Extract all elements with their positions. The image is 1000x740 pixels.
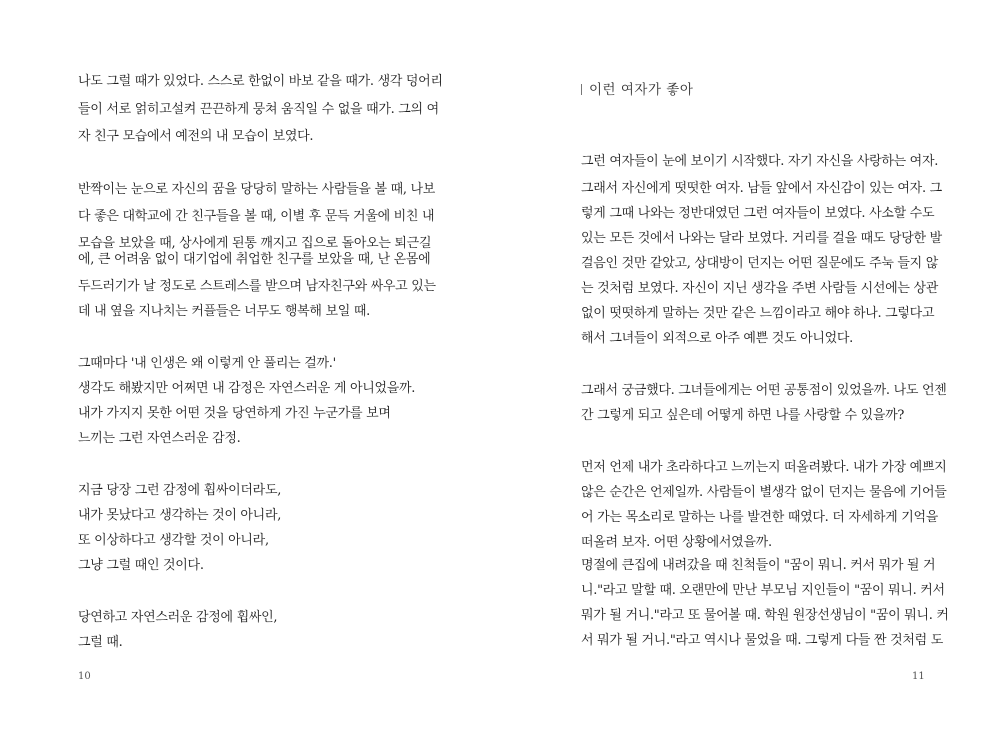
text-line: 어 가는 목소리로 말하는 나를 발견한 때였다. 더 자세하게 기억을: [581, 510, 939, 525]
text-line: 는 것처럼 보였다. 자신이 지닌 생각을 주변 사람들 시선에는 상관: [581, 281, 939, 296]
chapter-title: 이런 여자가 좋아: [589, 82, 694, 98]
text-line: 그런 여자들이 눈에 보이기 시작했다. 자기 자신을 사랑하는 여자.: [581, 154, 939, 169]
text-line: 그래서 자신에게 떳떳한 여자. 남들 앞에서 자신감이 있는 여자. 그: [581, 181, 942, 196]
text-line: 자 친구 모습에서 예전의 내 모습이 보였다.: [78, 129, 314, 144]
text-line: 또 이상하다고 생각할 것이 아니라,: [78, 533, 269, 548]
text-line: 않은 순간은 언제일까. 사람들이 별생각 없이 던지는 물음에 기어들: [581, 485, 947, 500]
text-line: 내가 가지지 못한 어떤 것을 당연하게 가진 누군가를 보며: [78, 406, 391, 421]
text-line: 들이 서로 얽히고설켜 끈끈하게 뭉쳐 움직일 수 없을 때가. 그의 여: [78, 102, 439, 117]
text-line: 서 뭐가 될 거니."라고 역시나 물었을 때. 그렇게 다들 짠 것처럼 도: [581, 633, 943, 648]
right-page: [500, 0, 1000, 740]
page-number: 11: [912, 671, 925, 682]
text-line: 그럴 때.: [78, 635, 123, 650]
text-line: 그냥 그럴 때인 것이다.: [78, 558, 204, 573]
text-line: 해서 그녀들이 외적으로 아주 예쁜 것도 아니었다.: [581, 331, 853, 346]
text-line: 니."라고 말할 때. 오랜만에 만난 부모님 지인들이 "꿈이 뭐니. 커서: [581, 583, 945, 598]
text-line: 명절에 큰집에 내려갔을 때 친척들이 "꿈이 뭐니. 커서 뭐가 될 거: [581, 558, 936, 573]
text-line: 먼저 언제 내가 초라하다고 느끼는지 떠올려봤다. 내가 가장 예쁘지: [581, 460, 947, 475]
text-line: 느끼는 그런 자연스러운 감정.: [78, 431, 241, 446]
text-line: 없이 떳떳하게 말하는 것만 같은 느낌이라고 해야 하나. 그렇다고: [581, 306, 935, 321]
text-line: 에, 큰 어려움 없이 대기업에 취업한 친구를 보았을 때, 난 온몸에: [78, 252, 431, 267]
text-line: 나도 그럴 때가 있었다. 스스로 한없이 바보 같을 때가. 생각 덩어리: [78, 74, 443, 89]
chapter-header: [581, 78, 693, 98]
text-line: 있는 모든 것에서 나와는 달라 보였다. 거리를 걸을 때도 당당한 발: [581, 231, 942, 246]
text-line: 두드러기가 날 정도로 스트레스를 받으며 남자친구와 싸우고 있는: [78, 279, 436, 294]
text-line: 뭐가 될 거니."라고 또 물어볼 때. 학원 원장선생님이 "꿈이 뭐니. 커: [581, 608, 949, 623]
text-line: 당연하고 자연스러운 감정에 휩싸인,: [78, 610, 278, 625]
text-line: 떠올려 보자. 어떤 상황에서였을까.: [581, 535, 772, 550]
header-divider: [581, 84, 582, 95]
text-line: 그때마다 '내 인생은 왜 이렇게 안 풀리는 걸까.': [78, 356, 336, 371]
text-line: 렇게 그때 나와는 정반대였던 그런 여자들이 보였다. 사소할 수도: [581, 206, 935, 221]
text-line: 데 내 옆을 지나치는 커플들은 너무도 행복해 보일 때.: [78, 304, 370, 319]
text-line: 그래서 궁금했다. 그녀들에게는 어떤 공통점이 있었을까. 나도 언젠: [581, 383, 947, 398]
page-number: 10: [78, 671, 91, 682]
text-line: 지금 당장 그런 감정에 휩싸이더라도,: [78, 483, 282, 498]
text-line: 반짝이는 눈으로 자신의 꿈을 당당히 말하는 사람들을 볼 때, 나보: [78, 182, 436, 197]
text-line: 걸음인 것만 같았고, 상대방이 던지는 어떤 질문에도 주눅 들지 않: [581, 256, 939, 271]
text-line: 간 그렇게 되고 싶은데 어떻게 하면 나를 사랑할 수 있을까?: [581, 408, 905, 423]
text-line: 내가 못났다고 생각하는 것이 아니라,: [78, 508, 282, 523]
text-line: 다 좋은 대학교에 간 친구들을 볼 때, 이별 후 문득 거울에 비친 내: [78, 209, 435, 224]
text-line: 모습을 보았을 때, 상사에게 된통 깨지고 집으로 돌아오는 퇴근길: [78, 236, 432, 251]
text-line: 생각도 해봤지만 어쩌면 내 감정은 자연스러운 게 아니었을까.: [78, 381, 416, 396]
